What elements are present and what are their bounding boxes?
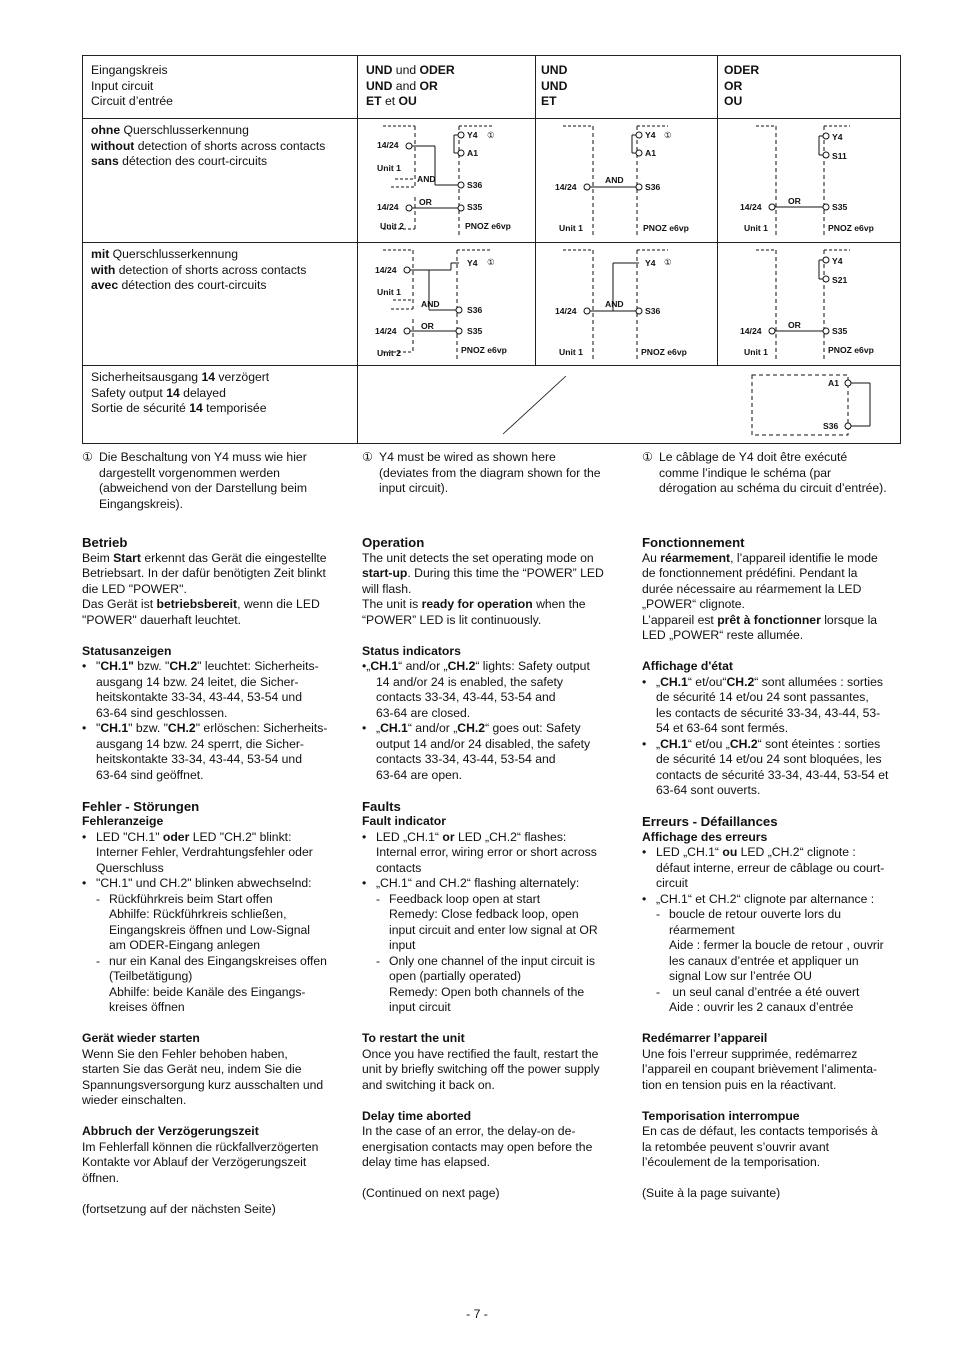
svg-text:AND: AND	[605, 299, 624, 309]
row-line: ohne Querschlusserkennung	[91, 123, 249, 137]
section-heading: Operation	[362, 535, 425, 550]
continued-note: (Suite à la page suivante)	[642, 1186, 781, 1200]
footnote-line: Eingangskreis).	[99, 496, 183, 511]
text-line: wieder einschalten.	[82, 1093, 187, 1107]
text-line: LED „POWER“ reste allumée.	[642, 628, 804, 642]
header-line: Input circuit	[91, 78, 154, 93]
svg-text:PNOZ e6vp: PNOZ e6vp	[641, 347, 687, 357]
text-line: Das Gerät ist betriebsbereit, wenn die LED	[82, 597, 320, 611]
svg-text:Y4: Y4	[645, 258, 656, 268]
row-line: Sortie de sécurité 14 temporisée	[91, 401, 267, 415]
text-line: de fonctionnement prédéfini. Pendant la	[642, 566, 858, 580]
list-item: • „CH.1“ and CH.2“ flashing alternately:	[362, 876, 580, 890]
svg-text:14/24: 14/24	[375, 265, 397, 275]
svg-text:PNOZ e6vp: PNOZ e6vp	[828, 345, 874, 355]
svg-text:Y4: Y4	[832, 256, 843, 266]
header-line: ET	[541, 94, 557, 108]
svg-text:①: ①	[487, 130, 495, 140]
list-item: •„CH.1“ and/or „CH.2“ lights: Safety output 14 and/or 24 is enabled, the safety contacts 33-34, 43-44, 53-54 and 63-64 are closed.	[362, 659, 590, 720]
section-heading: Faults	[362, 798, 401, 814]
text-line: öffnen.	[82, 1170, 120, 1185]
footnote-mark: ①	[362, 450, 373, 464]
svg-text:OR: OR	[421, 321, 434, 331]
footnote-line: comme l’indique le schéma (par	[659, 465, 832, 480]
row-line: mit Querschlusserkennung	[91, 247, 238, 261]
diagram-and-with-detection	[553, 243, 713, 365]
svg-text:PNOZ e6vp: PNOZ e6vp	[465, 221, 511, 231]
diagram-or-without-detection	[738, 119, 898, 241]
svg-text:Unit 1: Unit 1	[559, 223, 583, 233]
text-line: "POWER" dauerhaft leuchtet.	[82, 612, 242, 627]
continued-note: (fortsetzung auf der nächsten Seite)	[82, 1201, 276, 1216]
text-line: unit by briefly switching off the power supply	[362, 1062, 600, 1076]
subsection-heading: Affichage d'état	[642, 659, 733, 673]
row-with-detection	[91, 247, 306, 294]
list-item: • „CH.1“ et CH.2“ clignote par alternance :	[642, 891, 875, 906]
svg-text:Unit 1: Unit 1	[559, 347, 583, 357]
footnote-line: Y4 must be wired as shown here	[379, 450, 556, 464]
sub-list-item: - un seul canal d’entrée a été ouvert Aide : ouvrir les 2 canaux d’entrée	[656, 984, 860, 1014]
sub-list-item: - Feedback loop open at start Remedy: Close fedback loop, open input circuit and enter low signal at OR input	[376, 891, 598, 952]
header-line: Circuit d’entrée	[91, 94, 173, 108]
row-line: Safety output 14 delayed	[91, 385, 226, 400]
svg-text:S35: S35	[467, 202, 483, 212]
svg-text:Unit 1: Unit 1	[377, 163, 401, 173]
svg-text:S36: S36	[467, 305, 483, 315]
svg-text:A1: A1	[645, 148, 656, 158]
footnote-mark: ①	[642, 450, 653, 464]
row-safety-output	[91, 370, 269, 417]
svg-text:14/24: 14/24	[740, 202, 762, 212]
svg-text:14/24: 14/24	[740, 326, 762, 336]
footnote-line: input circuit).	[379, 481, 449, 495]
svg-text:①: ①	[664, 130, 672, 140]
svg-text:14/24: 14/24	[377, 140, 399, 150]
list-item: • LED „CH.1“ or LED „CH.2“ flashes: Internal error, wiring error or short across contacts	[362, 829, 597, 875]
header-line: ODER	[724, 63, 760, 77]
svg-text:AND: AND	[417, 174, 436, 184]
list-item: • LED "CH.1" oder LED "CH.2" blinkt: Interner Fehler, Verdrahtungsfehler oder Querschluss	[82, 829, 313, 875]
svg-text:S36: S36	[645, 306, 661, 316]
svg-text:14/24: 14/24	[555, 182, 577, 192]
footnote-line: Le câblage de Y4 doit être exécuté	[659, 450, 848, 464]
header-line: UND	[541, 78, 568, 93]
svg-text:①: ①	[664, 257, 672, 267]
header-line: OU	[724, 94, 743, 108]
text-line: „POWER“ clignote.	[642, 597, 745, 611]
subsection-heading: Statusanzeigen	[82, 643, 172, 658]
list-item: • "CH.1" bzw. "CH.2" leuchtet: Sicherheits- ausgang 14 bzw. 24 leitet, die Sicher- heitskontakte 33-34, 43-44, 53-54 und 63-64 sind geschlossen.	[82, 659, 319, 720]
svg-text:A1: A1	[828, 378, 839, 388]
text-line: Beim Start erkennt das Gerät die eingestellte	[82, 550, 327, 565]
subsection-heading: Status indicators	[362, 643, 461, 658]
section-heading: Fehler - Störungen	[82, 798, 200, 814]
page-number: - 7 -	[466, 1307, 488, 1321]
svg-text:A1: A1	[467, 148, 478, 158]
svg-text:PNOZ e6vp: PNOZ e6vp	[828, 223, 874, 233]
diagram-or-with-detection	[738, 243, 898, 365]
text-line: En cas de défaut, les contacts temporisés à	[642, 1124, 878, 1138]
diagram-safety-output	[748, 372, 878, 438]
svg-text:S21: S21	[832, 275, 848, 285]
sub-list-item: - nur ein Kanal des Eingangskreises offen (Teilbetätigung) Abhilfe: beide Kanäle des Eingangs- kreises öffnen	[96, 953, 327, 1014]
svg-text:①: ①	[487, 257, 495, 267]
text-line: The unit is ready for operation when the	[362, 597, 586, 611]
list-item: • „CH.1“ et/ou „CH.2“ sont éteintes : sorties de sécurité 14 et/ou 24 sont bloquées, les contacts de sécurité 33-34, 43-44, 53-54 et 63-64 sont ouverts.	[642, 736, 889, 797]
wiring-diagram	[373, 243, 533, 365]
text-line: Une fois l’erreur supprimée, redémarrez	[642, 1046, 858, 1061]
footnote-line: (deviates from the diagram shown for the	[379, 465, 601, 480]
section-heading: Erreurs - Défaillances	[642, 814, 778, 829]
subsection-heading: Affichage des erreurs	[642, 829, 768, 844]
header-line: UND and OR	[366, 78, 438, 93]
svg-text:Unit 1: Unit 1	[377, 287, 401, 297]
text-line: will flash.	[362, 581, 412, 596]
text-line: In the case of an error, the delay-on de-	[362, 1124, 576, 1138]
header-line: UND	[541, 63, 568, 77]
svg-text:AND: AND	[605, 175, 624, 185]
header-and	[541, 63, 567, 110]
subsection-heading: To restart the unit	[362, 1031, 465, 1045]
row-line: without detection of shorts across contacts	[91, 138, 326, 153]
text-line: delay time has elapsed.	[362, 1155, 491, 1169]
svg-text:PNOZ e6vp: PNOZ e6vp	[643, 223, 689, 233]
svg-text:Unit 1: Unit 1	[744, 347, 768, 357]
text-line: L’appareil est prêt à fonctionner lorsque la	[642, 612, 878, 627]
text-line: The unit detects the set operating mode on	[362, 550, 594, 565]
sub-list-item: - Rückführkreis beim Start offen Abhilfe: Rückführkreis schließen, Eingangskreis öffnen und Low-Signal am ODER-Eingang anlegen	[96, 891, 311, 952]
text-line: energisation contacts may open before the	[362, 1139, 593, 1154]
footnote-line: dargestellt vorgenommen werden	[99, 465, 280, 480]
diagram-and-or-without-detection	[373, 119, 533, 241]
svg-text:OR: OR	[419, 197, 432, 207]
subsection-heading: Gerät wieder starten	[82, 1031, 200, 1045]
svg-text:14/24: 14/24	[377, 202, 399, 212]
wiring-table	[82, 55, 901, 444]
header-line: ET et OU	[366, 94, 417, 108]
svg-text:Unit 1: Unit 1	[744, 223, 768, 233]
diagram-and-or-with-detection	[373, 243, 533, 365]
svg-text:S35: S35	[832, 202, 848, 212]
wiring-diagram	[553, 119, 713, 241]
sub-list-item: - Only one channel of the input circuit is open (partially operated) Remedy: Open both channels of the input circuit	[376, 953, 595, 1014]
subsection-heading: Temporisation interrompue	[642, 1108, 800, 1123]
list-item: • „CH.1“ and/or „CH.2“ goes out: Safety output 14 and/or 24 disabled, the safety contacts 33-34, 43-44, 53-54 and 63-64 are open.	[362, 721, 591, 782]
subsection-heading: Fehleranzeige	[82, 814, 164, 828]
text-line: “POWER” LED is lit continuously.	[362, 612, 542, 627]
svg-text:PNOZ e6vp: PNOZ e6vp	[461, 345, 507, 355]
text-line: Kontakte vor Ablauf der Verzögerungszeit	[82, 1155, 307, 1169]
header-and-or	[366, 63, 455, 110]
sub-list-item: - boucle de retour ouverte lors du réarmement Aide : fermer la boucle de retour , ouvrir les canaux d’entrée et appliquer un signal Low sur l’entrée OU	[656, 907, 884, 983]
footnote-mark: ①	[82, 450, 93, 464]
section-heading: Fonctionnement	[642, 535, 745, 550]
column-french	[642, 535, 912, 1202]
text-line: Betriebsart. In der dafür benötigten Zeit blinkt	[82, 566, 326, 580]
svg-text:OR: OR	[788, 196, 801, 206]
list-item: • LED „CH.1“ ou LED „CH.2“ clignote : défaut interne, erreur de câblage ou court- circuit	[642, 845, 885, 890]
svg-text:Y4: Y4	[467, 130, 478, 140]
header-line: UND und ODER	[366, 63, 455, 77]
subsection-heading: Redémarrer l’appareil	[642, 1031, 768, 1045]
header-input-circuit	[91, 63, 173, 110]
text-line: Au réarmement, l’appareil identifie le mode	[642, 550, 878, 565]
text-line: Wenn Sie den Fehler behoben haben,	[82, 1046, 288, 1061]
text-line: starten Sie das Gerät neu, indem Sie die	[82, 1062, 302, 1076]
svg-text:Unit 2: Unit 2	[380, 221, 404, 231]
subsection-heading: Fault indicator	[362, 814, 446, 828]
wiring-diagram	[748, 372, 878, 438]
row-line: Sicherheitsausgang 14 verzögert	[91, 370, 270, 384]
svg-text:S36: S36	[467, 180, 483, 190]
column-english	[362, 535, 632, 1202]
text-line: l’appareil en coupant brièvement l’alimenta-	[642, 1062, 878, 1076]
svg-text:14/24: 14/24	[555, 306, 577, 316]
text-line: die LED "POWER".	[82, 581, 187, 596]
wiring-diagram	[373, 119, 533, 241]
svg-text:Unit 2: Unit 2	[377, 348, 401, 358]
footnote-line: dérogation au schéma du circuit d’entrée).	[659, 481, 887, 495]
continued-note: (Continued on next page)	[362, 1186, 500, 1200]
diagram-and-without-detection	[553, 119, 713, 241]
text-line: l’écoulement de la temporisation.	[642, 1155, 821, 1169]
text-line: la retombée peuvent s’ouvrir avant	[642, 1139, 829, 1154]
list-item: • "CH.1" und CH.2" blinken abwechselnd:	[82, 876, 312, 890]
svg-text:Y4: Y4	[467, 258, 478, 268]
row-line: sans détection des court-circuits	[91, 154, 268, 168]
column-german	[82, 535, 352, 1217]
subsection-heading: Delay time aborted	[362, 1108, 472, 1123]
header-line: OR	[724, 78, 743, 93]
svg-text:14/24: 14/24	[375, 326, 397, 336]
section-heading: Betrieb	[82, 535, 128, 550]
header-line: Eingangskreis	[91, 63, 168, 77]
list-item: • "CH.1" bzw. "CH.2" erlöschen: Sicherheits- ausgang 14 bzw. 24 sperrt, die Sicher- heitskontakte 33-34, 43-44, 53-54 und 63-64 sind geöffnet.	[82, 721, 328, 782]
svg-text:Y4: Y4	[645, 130, 656, 140]
list-item: • „CH.1“ et/ou“CH.2“ sont allumées : sorties de sécurité 14 et/ou 24 sont passantes, les contacts de sécurité 33-34, 43-44, 53- 54 et 63-64 sont fermés.	[642, 674, 883, 735]
text-line: and switching it back on.	[362, 1077, 495, 1092]
text-line: Im Fehlerfall können die rückfallverzögerten	[82, 1139, 319, 1154]
footnote-line: Die Beschaltung von Y4 muss wie hier	[99, 450, 307, 464]
header-or	[724, 63, 759, 110]
row-line: avec détection des court-circuits	[91, 278, 267, 292]
row-without-detection	[91, 123, 325, 170]
subsection-heading: Abbruch der Verzögerungszeit	[82, 1124, 259, 1138]
svg-text:S36: S36	[645, 182, 661, 192]
text-line: Spannungsversorgung kurz ausschalten und	[82, 1077, 324, 1092]
row-line: with detection of shorts across contacts	[91, 262, 307, 277]
wiring-diagram	[738, 119, 898, 241]
wiring-diagram	[738, 243, 898, 365]
svg-text:S35: S35	[832, 326, 848, 336]
svg-text:Y4: Y4	[832, 132, 843, 142]
svg-text:S35: S35	[467, 326, 483, 336]
wiring-diagram	[553, 243, 713, 365]
footnote-line: (abweichend von der Darstellung beim	[99, 481, 307, 495]
table-divider	[535, 56, 536, 366]
svg-text:OR: OR	[788, 320, 801, 330]
table-divider	[717, 56, 718, 366]
svg-text:AND: AND	[421, 299, 440, 309]
svg-text:S36: S36	[823, 421, 839, 431]
text-line: start-up. During this time the “POWER” LED	[362, 566, 604, 580]
text-line: tion en tension puis en la réactivant.	[642, 1077, 837, 1092]
svg-text:S11: S11	[832, 151, 847, 161]
text-line: durée nécessaire au réarmement la LED	[642, 581, 862, 596]
text-line: Once you have rectified the fault, restart the	[362, 1046, 599, 1061]
